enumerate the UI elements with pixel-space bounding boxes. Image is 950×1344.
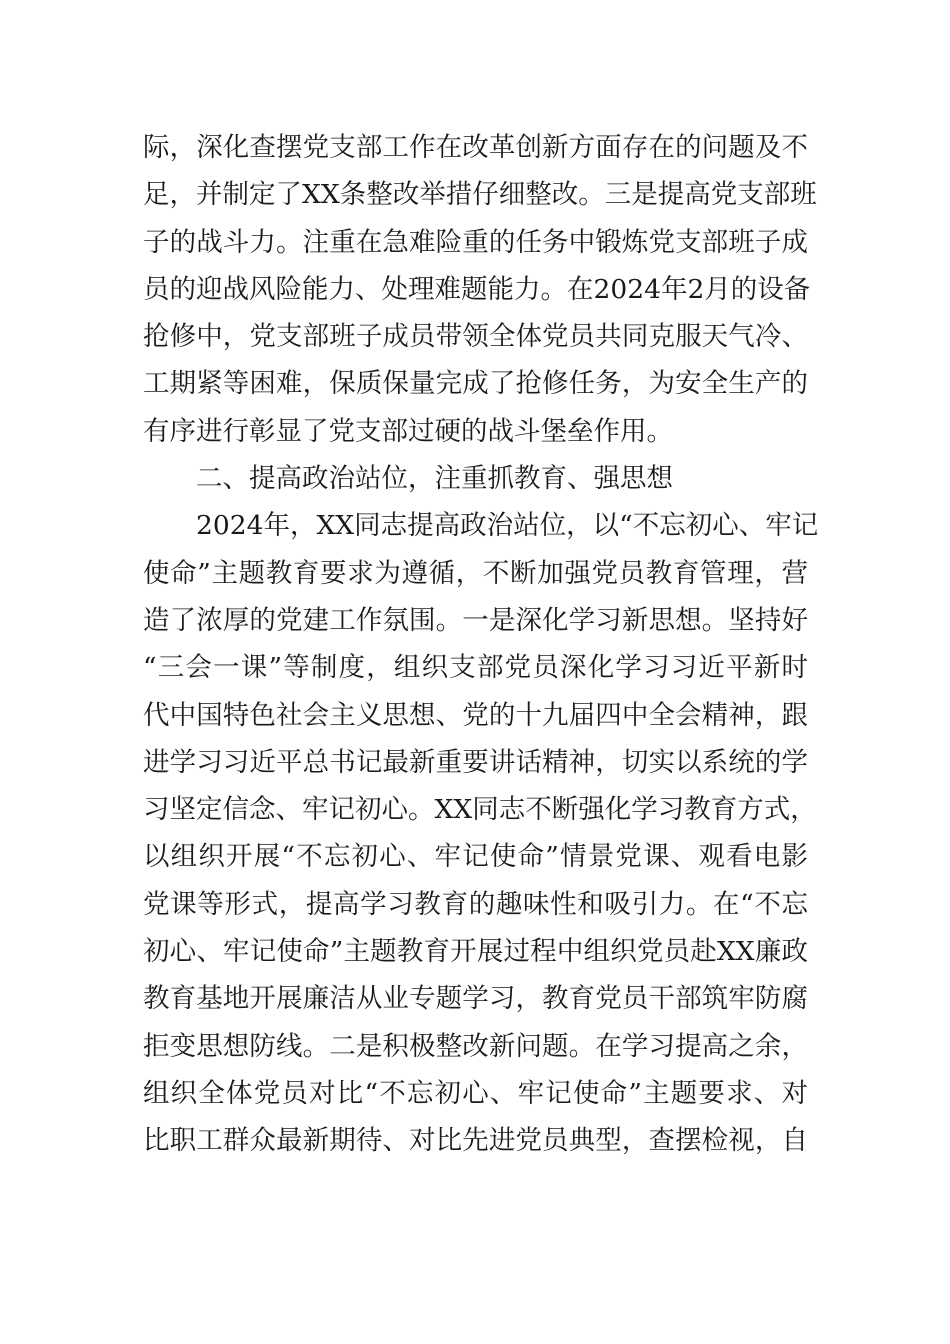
text-line: 进学习习近平总书记最新重要讲话精神，切实以系统的学 (143, 746, 808, 778)
document-body (143, 124, 819, 1165)
text-line: 以组织开展“不忘初心、牢记使命”情景党课、观看电影 (143, 841, 808, 873)
text-line: 有序进行彰显了党支部过硬的战斗堡垒作用。 (143, 415, 673, 447)
text-line: 初心、牢记使命”主题教育开展过程中组织党员赴XX廉政 (143, 936, 808, 968)
text-line: 工期紧等困难，保质保量完成了抢修任务，为安全生产的 (143, 368, 808, 400)
text-line: 代中国特色社会主义思想、党的十九届四中全会精神，跟 (143, 699, 808, 731)
text-line: 抢修中，党支部班子成员带领全体党员共同克服天气冷、 (143, 321, 808, 353)
text-line: 员的迎战风险能力、处理难题能力。在2024年2月的设备 (143, 273, 811, 305)
section-heading: 二、提高政治站位，注重抓教育、强思想 (196, 463, 673, 495)
text-line: 子的战斗力。注重在急难险重的任务中锻炼党支部班子成 (143, 226, 808, 258)
text-line: 使命”主题教育要求为遵循，不断加强党员教育管理，营 (143, 557, 808, 589)
text-line: 2024年，XX同志提高政治站位，以“不忘初心、牢记 (196, 510, 819, 542)
text-line: 造了浓厚的党建工作氛围。一是深化学习新思想。坚持好 (143, 604, 808, 636)
text-line: 党课等形式，提高学习教育的趣味性和吸引力。在“不忘 (143, 888, 808, 920)
text-line: 拒变思想防线。二是积极整改新问题。在学习提高之余， (143, 1030, 808, 1062)
paragraph-continuation (143, 124, 817, 455)
text-line: 教育基地开展廉洁从业专题学习，教育党员干部筑牢防腐 (143, 983, 808, 1015)
paragraph-education (143, 502, 819, 1164)
text-line: “三会一课”等制度，组织支部党员深化学习习近平新时 (143, 652, 808, 684)
text-line: 比职工群众最新期待、对比先进党员典型，查摆检视，自 (143, 1125, 808, 1157)
text-line: 组织全体党员对比“不忘初心、牢记使命”主题要求、对 (143, 1077, 808, 1109)
text-line: 际，深化查摆党支部工作在改革创新方面存在的问题及不 (143, 132, 808, 163)
text-line: 足，并制定了XX条整改举措仔细整改。三是提高党支部班 (143, 179, 817, 211)
text-line: 习坚定信念、牢记初心。XX同志不断强化学习教育方式， (143, 794, 817, 826)
